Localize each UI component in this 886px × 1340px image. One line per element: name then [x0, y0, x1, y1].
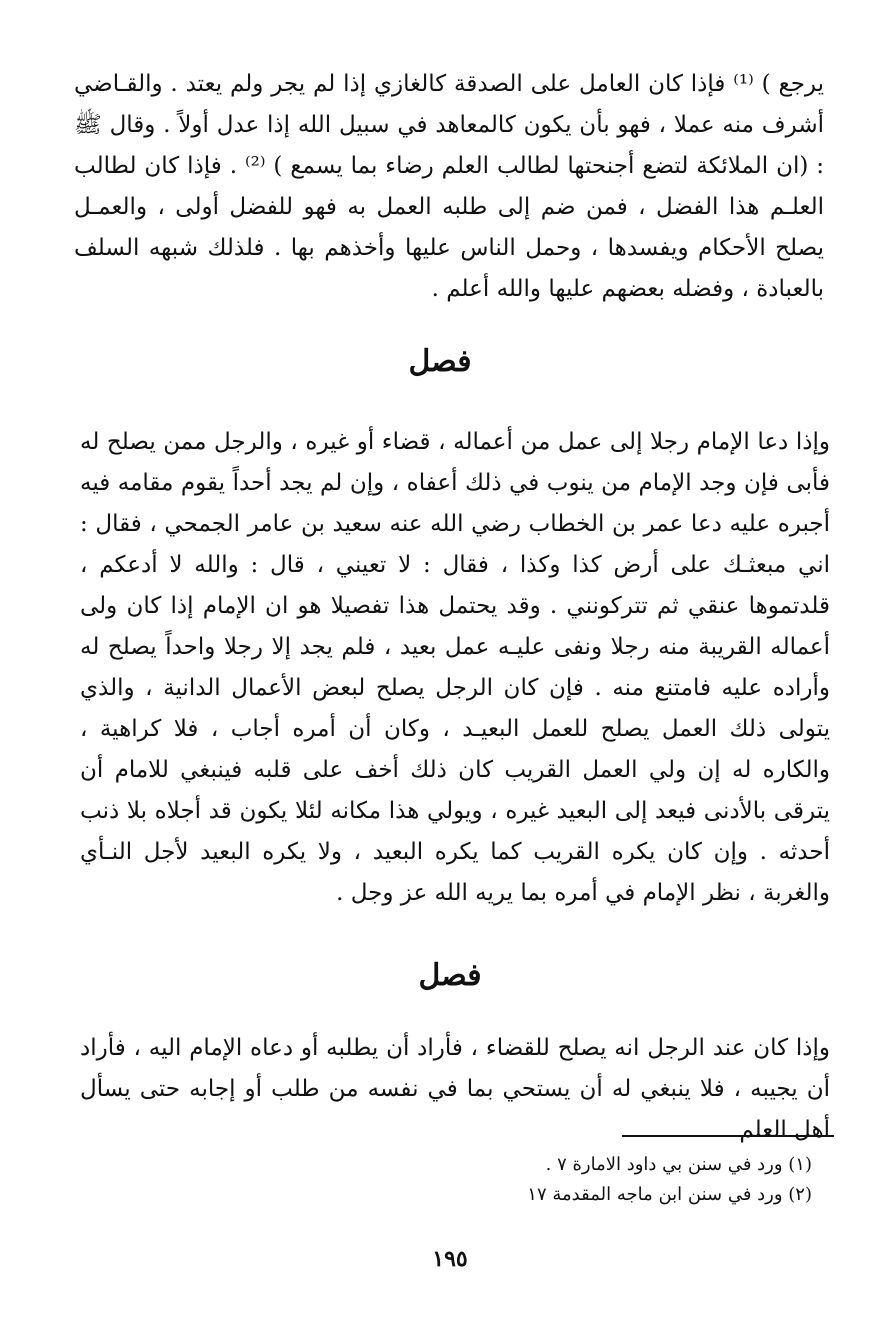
footnote-divider [622, 1135, 834, 1137]
section-heading-2-text: فصل [418, 958, 482, 993]
section-heading-1 [380, 344, 500, 379]
paragraph-1: يرجع ) ⁽¹⁾ فإذا كان العامل على الصدقة كالغازي إذا لم يجر ولم يعتد . والقـاضي أشرف منه عملا ، فهو بأن يكون كالمعاهد في سبيل الله إذا عدل أولاً . وقال ﷺ : (ان الملائكة لتضع أجنحتها لطالب العلم رضاء بما يسمع ) ⁽²⁾ . فإذا كان لطالب العلـم هذا الفضل ، فمن ضم إلى طلبه العمل به فهو للفضل أولى ، والعمـل يصلح الأحكام ويفسدها ، وحمل الناس عليها وأخذهم بها . فلذلك شبهه السلف بالعبادة ، وفضله بعضهم عليها والله أعلم . [74, 71, 825, 302]
footnotes [400, 1150, 812, 1210]
section-heading-1-text: فصل [408, 344, 472, 379]
page-number: ١٩٥ [432, 1246, 468, 1272]
footnote-1: (١) ورد في سنن بي داود الامارة ٧ . [545, 1154, 812, 1175]
paragraph-3: وإذا كان عند الرجل انه يصلح للقضاء ، فأراد أن يطلبه أو دعاه الإمام اليه ، فأراد أن يجيبه ، فلا ينبغي له أن يستحي بما في نفسه من طلب أو إجابه حتى يسأل أهل العلم [80, 1035, 830, 1143]
footnote-2: (٢) ورد في سنن ابن ماجه المقدمة ١٧ [527, 1184, 812, 1205]
section-heading-2 [390, 958, 510, 993]
paragraph-2: وإذا دعا الإمام رجلا إلى عمل من أعماله ، قضاء أو غيره ، والرجل ممن يصلح له فأبى فإن وجد الإمام من ينوب في ذلك أعفاه ، وإن لم يجد أحداً يقوم مقامه فيه أجبره عليه دعا عمر بن الخطاب رضي الله عنه سعيد بن عامر الجمحي ، فقال : اني مبعثـك على أرض كذا وكذا ، فقال : لا تعيني ، قال : والله لا أدعكم ، قلدتموها عنقي ثم تتركونني . وقد يحتمل هذا تفصيلا هو ان الإمام إذا كان ولى أعماله القريبة منه رجلا ونفى عليـه عمل بعيد ، فلم يجد إلا رجلا واحداً يصلح له وأراده عليه فامتنع منه . فإن كان الرجل يصلح لبعض الأعمال الدانية ، والذي يتولى ذلك العمل يصلح للعمل البعيـد ، وكان أن أمره أجاب ، فلا كراهية ، والكاره له إن ولي العمل القريب كان ذلك أخف على قلبه فينبغي للامام أن يترقى بالأدنى فيعد إلى البعيد غيره ، ويولي هذا مكانه لئلا يكون قد أجلاه بلا ذنب أحدثه . وإن كان يكره القريب كما يكره البعيد ، ولا يكره البعيد لأجل النـأي والغربة ، نظر الإمام في أمره بما يريه الله عز وجل . [80, 429, 830, 906]
